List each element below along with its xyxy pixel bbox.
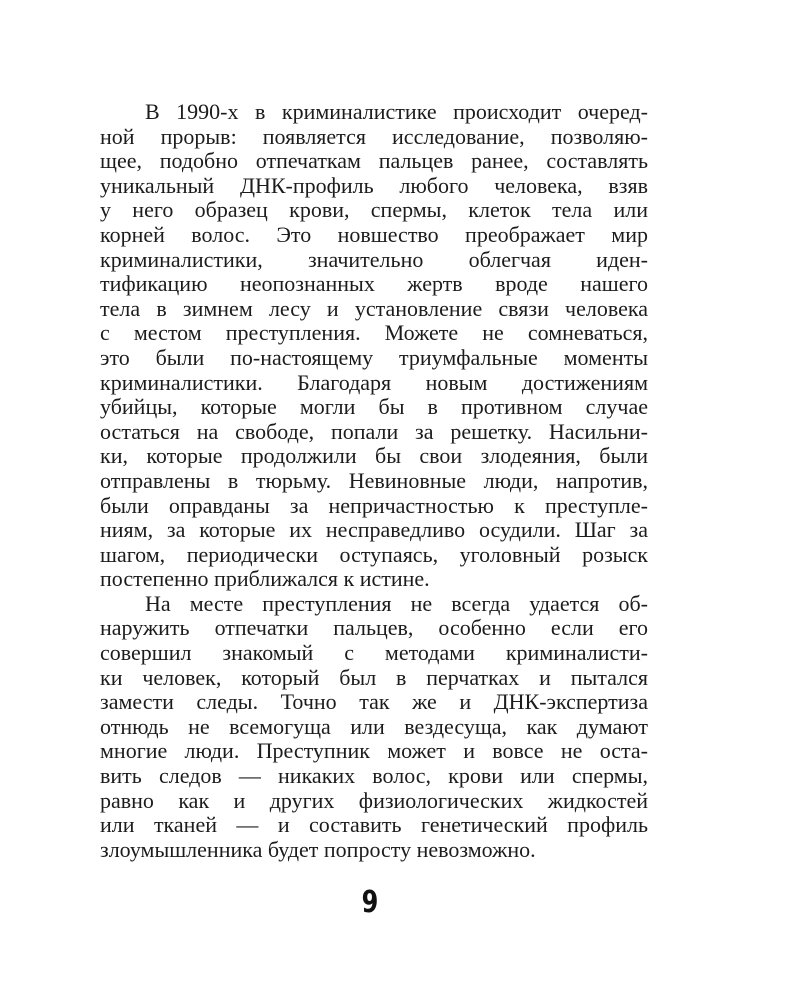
text-line: вить следов — никаких волос, крови или спермы, bbox=[100, 763, 648, 789]
text-line: отнюдь не всемогуща или вездесуща, как думают bbox=[100, 713, 648, 739]
paragraph bbox=[100, 592, 648, 863]
text-line: наружить отпечатки пальцев, особенно если его bbox=[100, 615, 648, 641]
text-line: или тканей — и составить генетический профиль bbox=[100, 812, 648, 838]
text-line: щее, подобно отпечаткам пальцев ранее, составлять bbox=[100, 148, 648, 174]
text-line: убийцы, которые могли бы в противном случае bbox=[100, 394, 648, 420]
text-line: многие люди. Преступник может и вовсе не оста- bbox=[100, 738, 648, 764]
text-line: ной прорыв: появляется исследование, позволяю- bbox=[100, 123, 648, 149]
text-line: На месте преступления не всегда удается об- bbox=[145, 590, 648, 616]
text-line: остаться на свободе, попали за решетку. Насильни- bbox=[100, 418, 648, 444]
text-line: ки, которые продолжили бы свои злодеяния, были bbox=[100, 443, 648, 469]
text-line: отправлены в тюрьму. Невиновные люди, напротив, bbox=[100, 467, 648, 493]
text-line: равно как и других физиологических жидкостей bbox=[100, 787, 648, 813]
body-text bbox=[100, 100, 648, 862]
text-line: криминалистики, значительно облегчая иден- bbox=[100, 246, 648, 272]
text-line: злоумышленника будет попросту невозможно. bbox=[100, 836, 536, 862]
text-line: замести следы. Точно так же и ДНК-экспертиза bbox=[100, 689, 648, 715]
text-line: корней волос. Это новшество преображает мир bbox=[100, 221, 648, 247]
text-line: совершил знакомый с методами криминалисти- bbox=[100, 640, 648, 666]
text-line: В 1990-х в криминалистике происходит очеред- bbox=[145, 99, 648, 124]
text-line: шагом, периодически оступаясь, уголовный розыск bbox=[100, 541, 648, 567]
text-line: ки человек, который был в перчатках и пытался bbox=[100, 664, 648, 690]
text-line: криминалистики. Благодаря новым достижениям bbox=[100, 369, 648, 395]
text-line: тификацию неопознанных жертв вроде нашего bbox=[100, 271, 648, 297]
page-number: 9 bbox=[361, 885, 379, 920]
text-line: уникальный ДНК-профиль любого человека, взяв bbox=[100, 172, 648, 198]
text-line: с местом преступления. Можете не сомневаться, bbox=[100, 320, 648, 346]
text-line: постепенно приближался к истине. bbox=[100, 566, 430, 592]
text-line: ниям, за которые их несправедливо осудили. Шаг за bbox=[100, 517, 648, 543]
text-line: у него образец крови, спермы, клеток тела или bbox=[100, 197, 648, 223]
text-line: были оправданы за непричастностью к преступле- bbox=[100, 492, 648, 518]
text-line: тела в зимнем лесу и установление связи человека bbox=[100, 295, 648, 321]
text-line: это были по-настоящему триумфальные моменты bbox=[100, 344, 648, 370]
paragraph bbox=[100, 100, 648, 592]
